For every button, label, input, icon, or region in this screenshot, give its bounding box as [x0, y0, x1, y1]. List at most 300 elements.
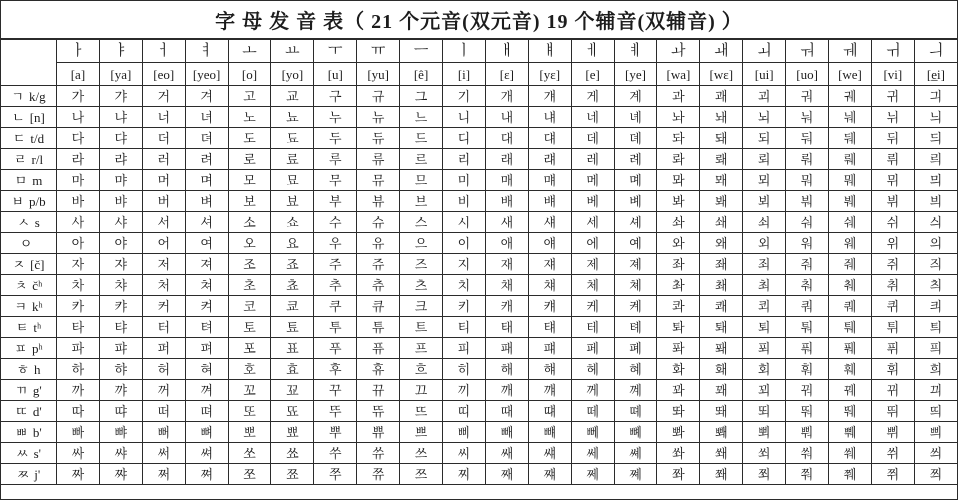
syllable-cell: 쀄: [829, 422, 872, 443]
syllable-cell: 쌔: [485, 443, 528, 464]
syllable-cell: 쐬: [743, 443, 786, 464]
vowel-jamo-header: ㅙ: [700, 40, 743, 63]
syllable-cell: 꽈: [657, 380, 700, 401]
syllable-cell: 쳬: [614, 275, 657, 296]
vowel-jamo-header: ㅞ: [829, 40, 872, 63]
vowel-jamo-row: [1, 40, 958, 63]
consonant-jamo: ㅃ: [15, 424, 28, 440]
syllable-cell: 띠: [443, 401, 486, 422]
vowel-roman-header: [eo]: [142, 63, 185, 86]
syllable-cell: 구: [314, 86, 357, 107]
vowel-jamo-header: ㅐ: [485, 40, 528, 63]
syllable-cell: 봬: [700, 191, 743, 212]
vowel-jamo-header: ㅢ: [914, 40, 957, 63]
syllable-cell: 톼: [657, 317, 700, 338]
syllable-cell: 뭐: [786, 170, 829, 191]
vowel-jamo-header: ㅣ: [443, 40, 486, 63]
syllable-cell: 쇼: [271, 212, 314, 233]
syllable-cell: 뿨: [786, 422, 829, 443]
syllable-cell: 니: [443, 107, 486, 128]
syllable-cell: 돼: [700, 128, 743, 149]
syllable-cell: 뾔: [743, 422, 786, 443]
syllable-cell: 꼬: [228, 380, 271, 401]
syllable-cell: 턔: [528, 317, 571, 338]
consonant-header: [1, 254, 57, 275]
syllable-cell: 레: [571, 149, 614, 170]
syllable-cell: 뼤: [614, 422, 657, 443]
syllable-cell: 뫠: [700, 170, 743, 191]
consonant-header: [1, 149, 57, 170]
vowel-roman-header: [u]: [314, 63, 357, 86]
syllable-cell: 트: [400, 317, 443, 338]
syllable-cell: 지: [443, 254, 486, 275]
syllable-cell: 치: [443, 275, 486, 296]
syllable-cell: 우: [314, 233, 357, 254]
syllable-cell: 조: [228, 254, 271, 275]
syllable-cell: 류: [357, 149, 400, 170]
syllable-cell: 며: [185, 170, 228, 191]
syllable-cell: 너: [142, 107, 185, 128]
syllable-row: [1, 296, 958, 317]
syllable-cell: 풰: [829, 338, 872, 359]
vowel-jamo-header: ㅟ: [871, 40, 914, 63]
syllable-cell: 뮈: [871, 170, 914, 191]
syllable-cell: 에: [571, 233, 614, 254]
syllable-cell: 챠: [99, 275, 142, 296]
syllable-cell: 퐤: [700, 338, 743, 359]
syllable-table: [0, 39, 958, 485]
syllable-cell: 쟤: [528, 254, 571, 275]
syllable-cell: 줘: [786, 254, 829, 275]
syllable-cell: 캐: [485, 296, 528, 317]
consonant-header: [1, 338, 57, 359]
syllable-cell: 듸: [914, 128, 957, 149]
syllable-cell: 뉴: [357, 107, 400, 128]
syllable-cell: 냬: [528, 107, 571, 128]
syllable-cell: 으: [400, 233, 443, 254]
syllable-cell: 료: [271, 149, 314, 170]
syllable-cell: 비: [443, 191, 486, 212]
syllable-cell: 다: [57, 128, 100, 149]
syllable-cell: 퐈: [657, 338, 700, 359]
syllable-cell: 새: [485, 212, 528, 233]
syllable-cell: 시: [443, 212, 486, 233]
syllable-cell: 묘: [271, 170, 314, 191]
syllable-cell: 때: [485, 401, 528, 422]
syllable-cell: 켸: [614, 296, 657, 317]
syllable-cell: 디: [443, 128, 486, 149]
syllable-cell: 깨: [485, 380, 528, 401]
syllable-cell: 쟈: [99, 254, 142, 275]
syllable-cell: 쒸: [871, 443, 914, 464]
syllable-cell: 께: [571, 380, 614, 401]
syllable-cell: 수: [314, 212, 357, 233]
syllable-cell: 쨰: [528, 464, 571, 485]
syllable-cell: 퉈: [786, 317, 829, 338]
syllable-cell: 러: [142, 149, 185, 170]
vowel-jamo-header: ㅛ: [271, 40, 314, 63]
vowel-roman-header: [ui]: [743, 63, 786, 86]
syllable-cell: 효: [271, 359, 314, 380]
syllable-cell: 춰: [786, 275, 829, 296]
syllable-cell: 뼈: [185, 422, 228, 443]
syllable-cell: 눠: [786, 107, 829, 128]
syllable-cell: 쯰: [914, 464, 957, 485]
syllable-cell: 놰: [700, 107, 743, 128]
syllable-cell: 파: [57, 338, 100, 359]
vowel-jamo-header: ㅚ: [743, 40, 786, 63]
syllable-cell: 휘: [871, 359, 914, 380]
syllable-row: [1, 149, 958, 170]
syllable-cell: 짜: [57, 464, 100, 485]
syllable-cell: 쎄: [571, 443, 614, 464]
syllable-cell: 노: [228, 107, 271, 128]
syllable-cell: 혜: [614, 359, 657, 380]
syllable-cell: 뙈: [700, 401, 743, 422]
syllable-cell: 갸: [99, 86, 142, 107]
vowel-jamo-header: ㅑ: [99, 40, 142, 63]
syllable-cell: 퉤: [829, 317, 872, 338]
syllable-cell: 콰: [657, 296, 700, 317]
syllable-cell: 텨: [185, 317, 228, 338]
syllable-cell: 얘: [528, 233, 571, 254]
vowel-roman-header: [vi]: [871, 63, 914, 86]
vowel-header-rows: [1, 40, 958, 86]
consonant-header: [1, 86, 57, 107]
consonant-header: [1, 107, 57, 128]
syllable-cell: 게: [571, 86, 614, 107]
syllable-cell: 꾸: [314, 380, 357, 401]
syllable-cell: 큐: [357, 296, 400, 317]
syllable-cell: 려: [185, 149, 228, 170]
syllable-cell: 이: [443, 233, 486, 254]
syllable-cell: 타: [57, 317, 100, 338]
syllable-cell: 쑤: [314, 443, 357, 464]
syllable-cell: 브: [400, 191, 443, 212]
syllable-cell: 쁴: [914, 422, 957, 443]
syllable-cell: 더: [142, 128, 185, 149]
syllable-cell: 하: [57, 359, 100, 380]
consonant-roman: p/b: [28, 193, 46, 209]
syllable-cell: 화: [657, 359, 700, 380]
syllable-cell: 뉘: [871, 107, 914, 128]
syllable-cell: 츄: [357, 275, 400, 296]
syllable-cell: 쮀: [829, 464, 872, 485]
syllable-cell: 쌰: [99, 443, 142, 464]
syllable-cell: 쬬: [271, 464, 314, 485]
consonant-header: [1, 233, 57, 254]
syllable-cell: 로: [228, 149, 271, 170]
syllable-cell: 뙤: [743, 401, 786, 422]
syllable-cell: 키: [443, 296, 486, 317]
syllable-cell: 땨: [99, 401, 142, 422]
syllable-cell: 왜: [700, 233, 743, 254]
syllable-cell: 고: [228, 86, 271, 107]
syllable-cell: 녀: [185, 107, 228, 128]
syllable-cell: 셰: [614, 212, 657, 233]
syllable-cell: 프: [400, 338, 443, 359]
syllable-cell: 쉐: [829, 212, 872, 233]
syllable-cell: 떄: [528, 401, 571, 422]
syllable-cell: 내: [485, 107, 528, 128]
syllable-cell: 퍄: [99, 338, 142, 359]
syllable-cell: 컈: [528, 296, 571, 317]
syllable-cell: 쵀: [700, 275, 743, 296]
syllable-cell: 요: [271, 233, 314, 254]
syllable-cell: 패: [485, 338, 528, 359]
syllable-cell: 훠: [786, 359, 829, 380]
syllable-cell: 푸: [314, 338, 357, 359]
syllable-cell: 챼: [528, 275, 571, 296]
syllable-cell: 퇘: [700, 317, 743, 338]
syllable-cell: 커: [142, 296, 185, 317]
syllable-cell: 븨: [914, 191, 957, 212]
syllable-cell: 쭤: [786, 464, 829, 485]
syllable-cell: 워: [786, 233, 829, 254]
syllable-cell: 허: [142, 359, 185, 380]
syllable-cell: 머: [142, 170, 185, 191]
syllable-cell: 쪼: [228, 464, 271, 485]
syllable-cell: 야: [99, 233, 142, 254]
syllable-cell: 쮸: [357, 464, 400, 485]
syllable-cell: 볘: [614, 191, 657, 212]
syllable-cell: 표: [271, 338, 314, 359]
syllable-cell: 재: [485, 254, 528, 275]
syllable-cell: 냐: [99, 107, 142, 128]
vowel-roman-header: [yɛ]: [528, 63, 571, 86]
corner-cell: [1, 40, 57, 86]
syllable-cell: 또: [228, 401, 271, 422]
syllable-cell: 꺠: [528, 380, 571, 401]
syllable-cell: 꺄: [99, 380, 142, 401]
syllable-row: [1, 86, 958, 107]
syllable-cell: 훼: [829, 359, 872, 380]
syllable-cell: 뒤: [871, 128, 914, 149]
syllable-cell: 부: [314, 191, 357, 212]
syllable-cell: 뗴: [614, 401, 657, 422]
syllable-cell: 퓌: [871, 338, 914, 359]
syllable-cell: 아: [57, 233, 100, 254]
syllable-cell: 츠: [400, 275, 443, 296]
syllable-cell: 쓰: [400, 443, 443, 464]
syllable-cell: 쿼: [786, 296, 829, 317]
syllable-cell: 메: [571, 170, 614, 191]
syllable-cell: 슈: [357, 212, 400, 233]
syllable-cell: 뻬: [571, 422, 614, 443]
syllable-cell: 코: [228, 296, 271, 317]
syllable-cell: 페: [571, 338, 614, 359]
syllable-cell: 쎼: [614, 443, 657, 464]
syllable-cell: 쥐: [871, 254, 914, 275]
syllable-cell: 쏴: [657, 443, 700, 464]
consonant-jamo: ㄷ: [12, 130, 26, 146]
syllable-cell: 죠: [271, 254, 314, 275]
consonant-header: [1, 422, 57, 443]
syllable-cell: 퍠: [528, 338, 571, 359]
syllable-cell: 뀌: [871, 380, 914, 401]
vowel-jamo-header: ㅡ: [400, 40, 443, 63]
syllable-cell: 햐: [99, 359, 142, 380]
syllable-cell: 뽀: [228, 422, 271, 443]
vowel-jamo-header: ㅘ: [657, 40, 700, 63]
syllable-cell: 누: [314, 107, 357, 128]
syllable-cell: 뒈: [829, 128, 872, 149]
syllable-cell: 봐: [657, 191, 700, 212]
syllable-cell: 쐐: [700, 443, 743, 464]
syllable-cell: 라: [57, 149, 100, 170]
syllable-cell: 뚜: [314, 401, 357, 422]
syllable-row: [1, 464, 958, 485]
consonant-jamo: ㄸ: [15, 403, 28, 419]
syllable-cell: 도: [228, 128, 271, 149]
syllable-cell: 긔: [914, 86, 957, 107]
syllable-cell: 데: [571, 128, 614, 149]
syllable-cell: 마: [57, 170, 100, 191]
syllable-cell: 뻐: [142, 422, 185, 443]
syllable-cell: 바: [57, 191, 100, 212]
syllable-cell: 뀨: [357, 380, 400, 401]
syllable-cell: 토: [228, 317, 271, 338]
syllable-cell: 푀: [743, 338, 786, 359]
syllable-cell: 띄: [914, 401, 957, 422]
syllable-cell: 쇠: [743, 212, 786, 233]
syllable-cell: 대: [485, 128, 528, 149]
syllable-cell: 녜: [614, 107, 657, 128]
syllable-cell: 스: [400, 212, 443, 233]
syllable-cell: 휴: [357, 359, 400, 380]
syllable-cell: 끠: [914, 380, 957, 401]
syllable-cell: 베: [571, 191, 614, 212]
syllable-cell: 후: [314, 359, 357, 380]
syllable-cell: 괴: [743, 86, 786, 107]
syllable-cell: 썌: [528, 443, 571, 464]
syllable-cell: 체: [571, 275, 614, 296]
syllable-cell: 뎨: [614, 128, 657, 149]
syllable-cell: 와: [657, 233, 700, 254]
vowel-jamo-header: ㅓ: [142, 40, 185, 63]
syllable-cell: 떼: [571, 401, 614, 422]
syllable-cell: 거: [142, 86, 185, 107]
syllable-cell: 뽸: [700, 422, 743, 443]
syllable-row: [1, 170, 958, 191]
syllable-cell: 꾀: [743, 380, 786, 401]
syllable-cell: 무: [314, 170, 357, 191]
syllable-cell: 퓨: [357, 338, 400, 359]
syllable-cell: 두: [314, 128, 357, 149]
syllable-cell: 뚸: [786, 401, 829, 422]
syllable-cell: 햬: [528, 359, 571, 380]
syllable-cell: 쫴: [700, 464, 743, 485]
syllable-cell: 되: [743, 128, 786, 149]
syllable-cell: 뾰: [271, 422, 314, 443]
syllable-row: [1, 401, 958, 422]
syllable-cell: 뢰: [743, 149, 786, 170]
syllable-cell: 뺴: [528, 422, 571, 443]
syllable-cell: 뷔: [871, 191, 914, 212]
syllable-cell: 좨: [700, 254, 743, 275]
syllable-cell: 해: [485, 359, 528, 380]
syllable-cell: 쪠: [614, 464, 657, 485]
syllable-cell: 뜨: [400, 401, 443, 422]
syllable-row: [1, 128, 958, 149]
syllable-cell: 케: [571, 296, 614, 317]
syllable-cell: 틔: [914, 317, 957, 338]
syllable-row: [1, 359, 958, 380]
syllable-cell: 루: [314, 149, 357, 170]
consonant-header: [1, 128, 57, 149]
syllable-cell: 벼: [185, 191, 228, 212]
vowel-roman-header: [wɛ]: [700, 63, 743, 86]
vowel-roman-header: [wa]: [657, 63, 700, 86]
consonant-jamo: ㄴ: [12, 109, 25, 125]
syllable-cell: 뢔: [700, 149, 743, 170]
consonant-header: [1, 464, 57, 485]
syllable-cell: 따: [57, 401, 100, 422]
syllable-cell: 뭬: [829, 170, 872, 191]
vowel-jamo-header: ㅗ: [228, 40, 271, 63]
consonant-header: [1, 359, 57, 380]
syllable-cell: 쑈: [271, 443, 314, 464]
syllable-cell: 오: [228, 233, 271, 254]
syllable-cell: 뿌: [314, 422, 357, 443]
syllable-cell: 교: [271, 86, 314, 107]
syllable-cell: 혀: [185, 359, 228, 380]
syllable-cell: 버: [142, 191, 185, 212]
syllable-cell: 뤄: [786, 149, 829, 170]
vowel-roman-header: [ê]: [400, 63, 443, 86]
vowel-jamo-header: ㅏ: [57, 40, 100, 63]
syllable-cell: 뇌: [743, 107, 786, 128]
syllable-cell: 피: [443, 338, 486, 359]
syllable-cell: 돠: [657, 128, 700, 149]
syllable-cell: 배: [485, 191, 528, 212]
syllable-cell: 차: [57, 275, 100, 296]
syllable-cell: 웨: [829, 233, 872, 254]
syllable-cell: 솨: [657, 212, 700, 233]
syllable-cell: 눼: [829, 107, 872, 128]
syllable-cell: 최: [743, 275, 786, 296]
syllable-cell: 펴: [185, 338, 228, 359]
syllable-cell: 쭈: [314, 464, 357, 485]
consonant-header: [1, 443, 57, 464]
syllable-cell: 뫼: [743, 170, 786, 191]
consonant-roman: čʰ: [32, 277, 43, 293]
syllable-cell: 뵤: [271, 191, 314, 212]
consonant-roman: s: [34, 214, 40, 230]
consonant-roman: [č]: [30, 256, 45, 272]
syllable-cell: 궈: [786, 86, 829, 107]
syllable-cell: 보: [228, 191, 271, 212]
syllable-cell: 튀: [871, 317, 914, 338]
syllable-cell: 의: [914, 233, 957, 254]
syllable-cell: 퇴: [743, 317, 786, 338]
consonant-header: [1, 317, 57, 338]
syllable-cell: 리: [443, 149, 486, 170]
syllable-cell: 궤: [829, 86, 872, 107]
syllable-cell: 먀: [99, 170, 142, 191]
syllable-cell: 드: [400, 128, 443, 149]
syllable-cell: 투: [314, 317, 357, 338]
syllable-cell: 럐: [528, 149, 571, 170]
syllable-cell: 터: [142, 317, 185, 338]
syllable-row: [1, 254, 958, 275]
syllable-cell: 퀴: [871, 296, 914, 317]
syllable-row: [1, 317, 958, 338]
syllable-cell: 톄: [614, 317, 657, 338]
syllable-cell: 초: [228, 275, 271, 296]
syllable-cell: 셔: [185, 212, 228, 233]
syllable-cell: 뽜: [657, 422, 700, 443]
